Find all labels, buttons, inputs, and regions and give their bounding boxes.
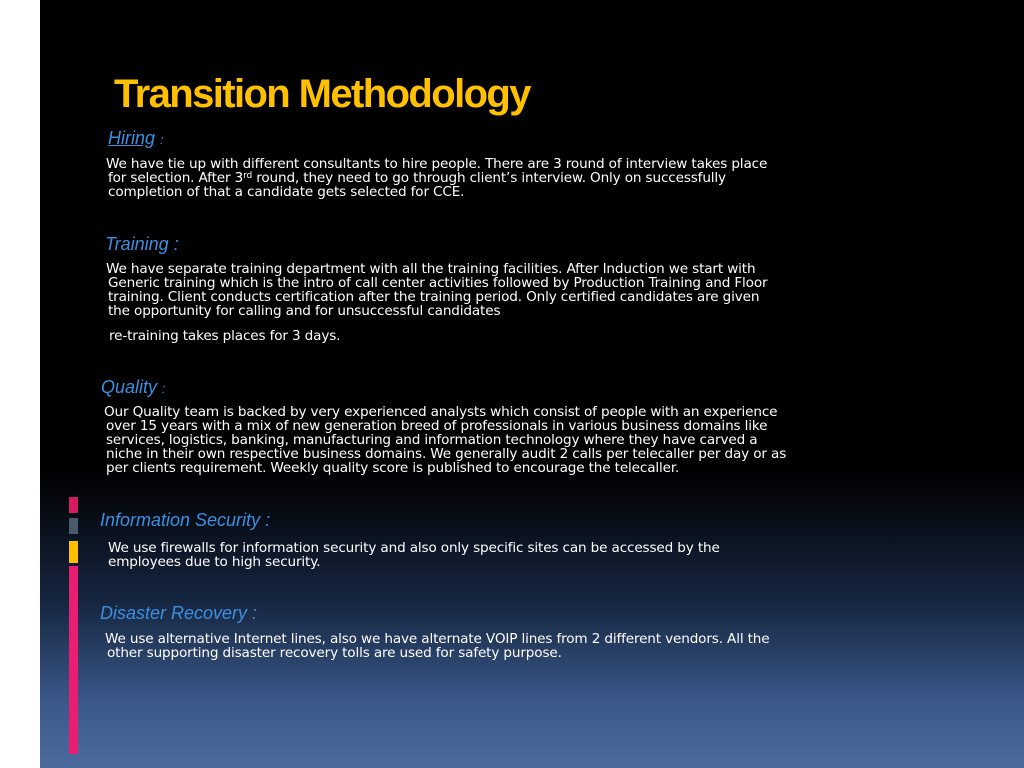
quality-heading-colon: : — [162, 381, 166, 396]
information-security-line: employees due to high security. — [108, 554, 321, 570]
accent-bar-yellow — [69, 541, 78, 563]
slide-title: Transition Methodology — [114, 72, 530, 116]
hiring-line: completion of that a candidate gets selected for CCE. — [108, 184, 465, 200]
left-white-strip — [0, 0, 40, 768]
disaster-recovery-paragraph — [105, 632, 770, 660]
accent-bar-pink-long — [69, 566, 78, 754]
retraining-line: re-training takes places for 3 days. — [109, 328, 341, 344]
training-line: training. Client conducts certification after the training period. Only certified candidates are given — [108, 289, 760, 305]
quality-line: niche in their own respective business domains. We generally audit 2 calls per telecaller per day or as — [106, 446, 787, 462]
accent-bar-pink-small — [69, 497, 78, 513]
information-security-paragraph — [108, 541, 720, 569]
accent-bar-gray — [69, 518, 78, 534]
training-line: We have separate training department with all the training facilities. After Induction we start with — [106, 261, 756, 277]
quality-line: Our Quality team is backed by very experienced analysts which consist of people with an experience — [104, 404, 778, 420]
information-security-line: We use firewalls for information security and also only specific sites can be accessed by the — [108, 540, 720, 556]
training-line: Generic training which is the intro of call center activities followed by Production Training and Floor — [108, 275, 768, 291]
quality-heading — [101, 376, 166, 400]
hiring-line: We have tie up with different consultants to hire people. There are 3 round of interview takes place — [106, 156, 768, 172]
disaster-recovery-line: We use alternative Internet lines, also we have alternate VOIP lines from 2 different vendors. All the — [105, 631, 770, 647]
hiring-heading-text: Hiring — [108, 128, 156, 148]
disaster-recovery-line: other supporting disaster recovery tolls are used for safety purpose. — [107, 645, 562, 661]
training-line: the opportunity for calling and for unsuccessful candidates — [108, 303, 501, 319]
superscript-rd: rd — [243, 171, 253, 181]
quality-line: over 15 years with a mix of new generation breed of professionals in various business domains like — [106, 418, 768, 434]
quality-line: services, logistics, banking, manufacturing and information technology where they have carved a — [106, 432, 758, 448]
hiring-paragraph — [106, 157, 767, 199]
quality-heading-text: Quality — [101, 377, 158, 397]
hiring-line: for selection. After 3rd round, they need to go through client’s interview. Only on successfully — [108, 170, 726, 186]
quality-paragraph — [104, 405, 786, 475]
disaster-recovery-heading: Disaster Recovery : — [100, 603, 258, 623]
training-paragraph — [106, 262, 767, 318]
information-security-heading: Information Security : — [100, 510, 271, 530]
hiring-heading — [108, 127, 164, 151]
training-heading: Training : — [105, 234, 179, 254]
quality-line: per clients requirement. Weekly quality score is published to encourage the telecaller. — [106, 460, 680, 476]
hiring-heading-colon: : — [160, 132, 164, 147]
